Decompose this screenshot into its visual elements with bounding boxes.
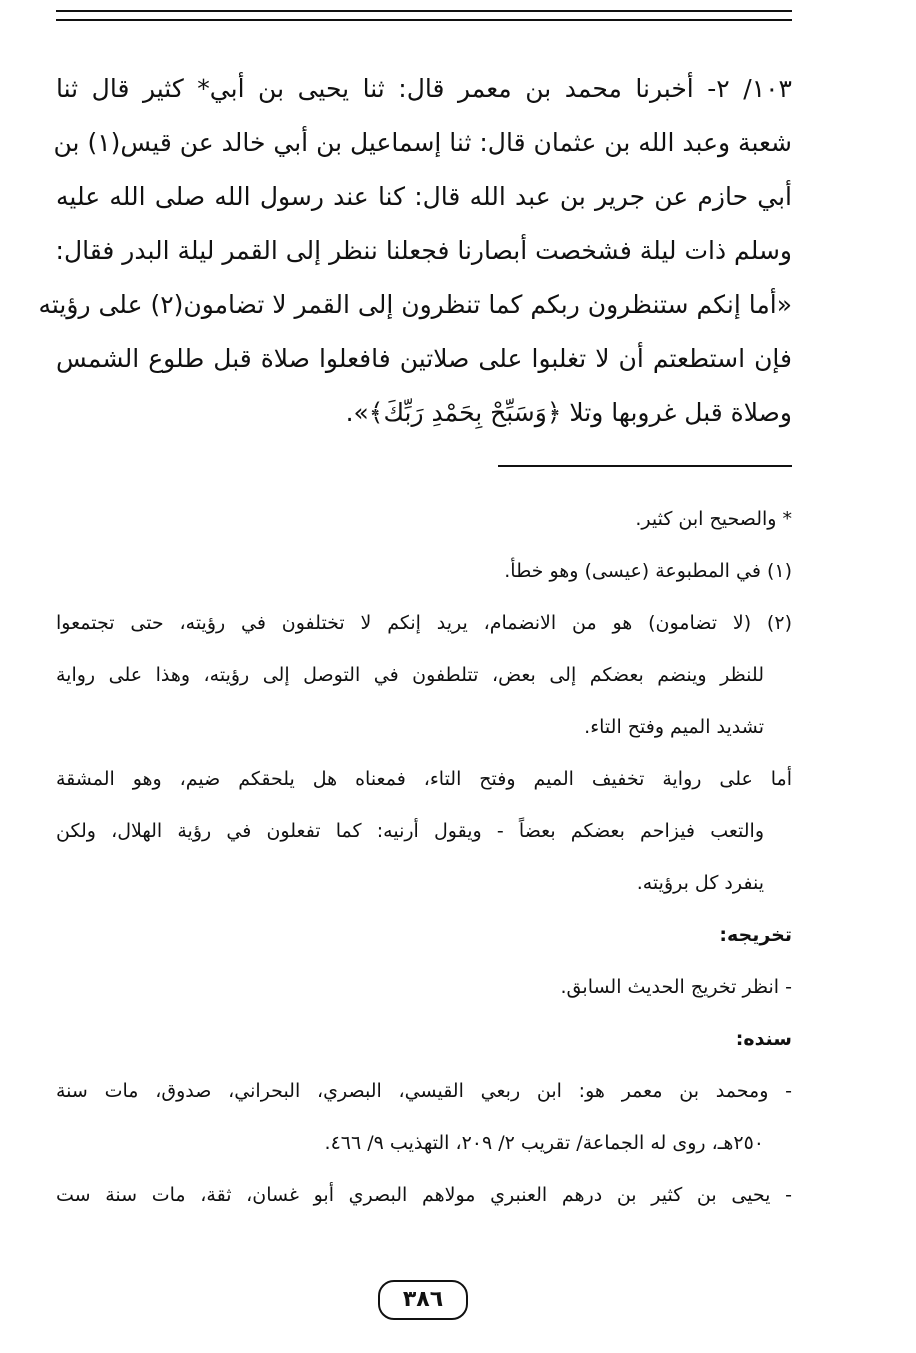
takhrij-heading: تخريجه: — [719, 924, 792, 946]
hadith-line: وسلم ذات ليلة فشخصت أبصارنا فجعلنا ننظر إلى القمر ليلة البدر فقال: — [55, 236, 792, 265]
hadith-line: ١٠٣/ ٢- أخبرنا محمد بن معمر قال: ثنا يحيى بن أبي* كثير قال ثنا — [56, 74, 792, 103]
footnote-separator — [498, 465, 792, 467]
sanad-item: - يحيى بن كثير بن درهم العنبري مولاهم البصري أبو غسان، ثقة، مات سنة ست — [56, 1184, 792, 1206]
sanad-item-line: ٢٥٠هـ، روى له الجماعة/ تقريب ٢/ ٢٠٩، التهذيب ٩/ ٤٦٦. — [324, 1132, 764, 1154]
footnotes-section — [56, 493, 792, 1221]
footnote-2: (٢) (لا تضامون) هو من الانضمام، يريد إنكم لا تختلفون في رؤيته، حتى تجتمعوا — [56, 612, 792, 634]
footnote-2-paragraph: أما على رواية تخفيف الميم وفتح التاء، فمعناه هل يلحقكم ضيم، وهو المشقة — [56, 768, 792, 790]
sanad-heading: سنده: — [735, 1028, 792, 1050]
hadith-line: فإن استطعتم أن لا تغلبوا على صلاتين فافعلوا صلاة قبل طلوع الشمس — [56, 344, 792, 373]
footnote-1: (١) في المطبوعة (عيسى) وهو خطأ. — [504, 560, 792, 582]
hadith-text — [38, 62, 792, 440]
sanad-item: - ومحمد بن معمر هو: ابن ربعي القيسي، البصري، البحراني، صدوق، مات سنة — [56, 1080, 792, 1102]
hadith-line: شعبة وعبد الله بن عثمان قال: ثنا إسماعيل بن أبي خالد عن قيس(١) بن — [53, 128, 792, 157]
page-number: ٣٨٦ — [378, 1280, 468, 1320]
hadith-line: «أما إنكم ستنظرون ربكم كما تنظرون إلى القمر لا تضامون(٢) على رؤيته — [38, 290, 792, 319]
hadith-line: أبي حازم عن جرير بن عبد الله قال: كنا عند رسول الله صلى الله عليه — [56, 182, 792, 211]
footnote-2-line: للنظر وينضم بعضكم إلى بعض، تتلطفون في التوصل إلى رؤيته، وهذا على رواية — [56, 664, 764, 686]
header-rule-bottom — [56, 19, 792, 21]
footnote-star: * والصحيح ابن كثير. — [635, 508, 792, 530]
header-rule-top — [56, 10, 792, 12]
footnote-2-paragraph-line: والتعب فيزاحم بعضكم بعضاً - ويقول أرنيه: كما تفعلون في رؤية الهلال، ولكن — [56, 820, 764, 842]
hadith-line: وصلاة قبل غروبها وتلا ﴿وَسَبِّحْ بِحَمْدِ رَبِّكَ﴾». — [345, 398, 792, 427]
takhrij-item: - انظر تخريج الحديث السابق. — [560, 976, 792, 998]
footnote-2-paragraph-line: ينفرد كل برؤيته. — [636, 872, 764, 894]
footnote-2-line: تشديد الميم وفتح التاء. — [584, 716, 764, 738]
